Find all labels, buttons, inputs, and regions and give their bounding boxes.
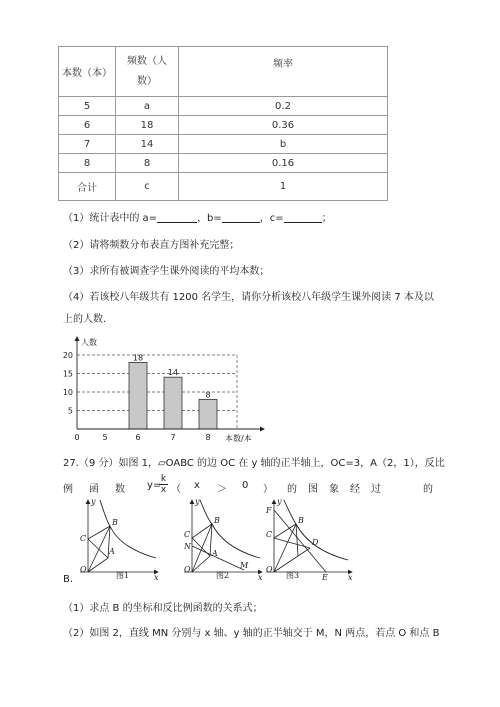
x-tick-label: 7 bbox=[170, 433, 176, 442]
question-2: （2）请将频数分布表直方图补充完整； bbox=[63, 240, 240, 251]
p27-char: 函 bbox=[89, 484, 99, 495]
fig3-label: F bbox=[266, 506, 272, 515]
fig2-label: y bbox=[195, 497, 200, 506]
table-cell: c bbox=[116, 173, 179, 201]
header-frequency-line1: 频数（人 bbox=[127, 55, 167, 67]
header-frequency bbox=[116, 47, 179, 97]
p27-char: 例 bbox=[63, 484, 73, 495]
fig1-label: A bbox=[109, 547, 115, 556]
p27-char: 的 bbox=[423, 484, 433, 495]
table-cell: 0.16 bbox=[179, 154, 388, 173]
table-cell: a bbox=[116, 97, 179, 116]
y-tick-label: 15 bbox=[62, 369, 73, 379]
figure-3 bbox=[265, 497, 353, 582]
x-tick-label: 5 bbox=[102, 433, 108, 442]
problem27-line3: B. bbox=[63, 574, 74, 585]
fig1-label: y bbox=[91, 497, 96, 506]
table-cell: 14 bbox=[116, 135, 179, 154]
histogram-bar bbox=[199, 399, 217, 429]
table-cell: 7 bbox=[59, 135, 116, 154]
table-cell: 8 bbox=[59, 154, 116, 173]
p27-char: 0 bbox=[242, 480, 249, 491]
bar-data-label: 8 bbox=[205, 390, 211, 400]
header-count-books: 本数（本） bbox=[59, 47, 116, 97]
fig2-label: C bbox=[184, 530, 191, 539]
blank-a bbox=[157, 212, 197, 223]
x-tick-label: 8 bbox=[205, 433, 211, 442]
table-row-total bbox=[59, 173, 388, 201]
fig1-label: x bbox=[154, 573, 159, 582]
p27-char: x bbox=[194, 480, 200, 491]
frequency-table bbox=[58, 46, 388, 201]
figure-2 bbox=[183, 497, 263, 582]
p27-char: 过 bbox=[371, 484, 381, 495]
p27-char: 经 bbox=[350, 484, 360, 495]
header-rate: 频率 bbox=[179, 47, 388, 97]
x-tick-label: 0 bbox=[74, 433, 80, 442]
p27-char: 数 bbox=[115, 484, 125, 495]
p27-char: （ bbox=[171, 484, 181, 495]
table-cell: b bbox=[179, 135, 388, 154]
fig3-label: O bbox=[266, 565, 273, 574]
table-row bbox=[59, 154, 388, 173]
p27-char: 图 bbox=[308, 484, 318, 495]
fig3-label: y bbox=[277, 497, 282, 506]
histogram-bar bbox=[129, 362, 147, 429]
bar-data-label: 14 bbox=[167, 368, 179, 378]
x-axis-label: 本数/本 bbox=[225, 434, 252, 443]
table-cell: 6 bbox=[59, 116, 116, 135]
table-cell: 18 bbox=[116, 116, 179, 135]
p27-char: 象 bbox=[329, 484, 339, 495]
frac-numerator: k bbox=[160, 474, 167, 484]
blank-c bbox=[284, 212, 322, 223]
y-tick-label: 20 bbox=[62, 351, 73, 360]
question-4-line2: 上的人数. bbox=[63, 314, 107, 325]
table-row bbox=[59, 97, 388, 116]
fig2-label: B bbox=[214, 516, 220, 525]
p27-char: ） bbox=[263, 484, 273, 495]
problem27-sub2: （2）如图 2，直线 MN 分别与 x 轴、y 轴的正半轴交于 M，N 两点，若点 O 和点 B bbox=[63, 628, 440, 639]
table-cell: 合计 bbox=[59, 173, 116, 201]
fig2-label: M bbox=[240, 561, 249, 570]
question-1 bbox=[63, 209, 332, 224]
fig1-label: B bbox=[112, 518, 118, 527]
y-axis-arrow bbox=[75, 336, 80, 341]
fig2-label: O bbox=[184, 565, 191, 574]
histogram-bar bbox=[164, 377, 182, 429]
fig3-caption: 图3 bbox=[286, 571, 300, 580]
fig2-label: N bbox=[184, 542, 191, 551]
q1-text-c: ，c= bbox=[259, 213, 284, 224]
fig3-label: E bbox=[322, 573, 328, 582]
table-header-row bbox=[59, 47, 388, 97]
table-cell: 5 bbox=[59, 97, 116, 116]
problem27-line1: 27.（9 分）如图 1，▱OABC 的边 OC 在 y 轴的正半轴上，OC=3，A（2，1），反比 bbox=[63, 458, 445, 469]
table-cell: 0.36 bbox=[179, 116, 388, 135]
fig3-label: D bbox=[312, 538, 319, 547]
fig3-label: C bbox=[266, 530, 273, 539]
x-tick-label: 6 bbox=[135, 433, 141, 442]
p27-char: 的 bbox=[287, 484, 297, 495]
fig2-caption: 图2 bbox=[216, 571, 230, 580]
p27-y-equals: y= bbox=[147, 480, 162, 491]
fig1-label: C bbox=[80, 534, 87, 543]
fig2-label: x bbox=[258, 573, 263, 582]
blank-b bbox=[222, 212, 260, 223]
x-axis-arrow bbox=[260, 427, 265, 432]
y-tick-label: 5 bbox=[67, 406, 73, 416]
q1-text-a: （1）统计表中的 a= bbox=[63, 213, 158, 224]
geometry-figures bbox=[60, 496, 370, 584]
table-cell: 8 bbox=[116, 154, 179, 173]
fig3-label: B bbox=[298, 516, 304, 525]
p27-char: ＞ bbox=[217, 484, 227, 495]
bar-data-label: 18 bbox=[132, 353, 144, 363]
q1-text-end: ； bbox=[321, 213, 332, 224]
frac-denominator: x bbox=[160, 485, 167, 495]
question-3: （3）求所有被调查学生课外阅读的平均本数； bbox=[63, 266, 270, 277]
q1-text-b: ，b= bbox=[197, 213, 222, 224]
fraction-k-over-x bbox=[159, 474, 168, 495]
question-4-line1: （4）若该校八年级共有 1200 名学生，请你分析该校八年级学生课外阅读 7 本及以 bbox=[63, 292, 434, 303]
table-cell: 0.2 bbox=[179, 97, 388, 116]
figure-1 bbox=[80, 497, 159, 582]
histogram-chart bbox=[55, 333, 270, 443]
fig1-caption: 图1 bbox=[116, 571, 130, 580]
fig1-label: O bbox=[80, 565, 87, 574]
problem27-sub1: （1）求点 B 的坐标和反比例函数的关系式； bbox=[63, 603, 263, 614]
table-row bbox=[59, 135, 388, 154]
table-row bbox=[59, 116, 388, 135]
table-cell: 1 bbox=[179, 173, 388, 201]
fig2-label: A bbox=[212, 549, 218, 558]
y-tick-label: 10 bbox=[62, 388, 73, 397]
y-axis-label: 人数 bbox=[81, 338, 97, 347]
header-frequency-line2: 数） bbox=[137, 75, 157, 87]
fig3-label: x bbox=[348, 573, 353, 582]
